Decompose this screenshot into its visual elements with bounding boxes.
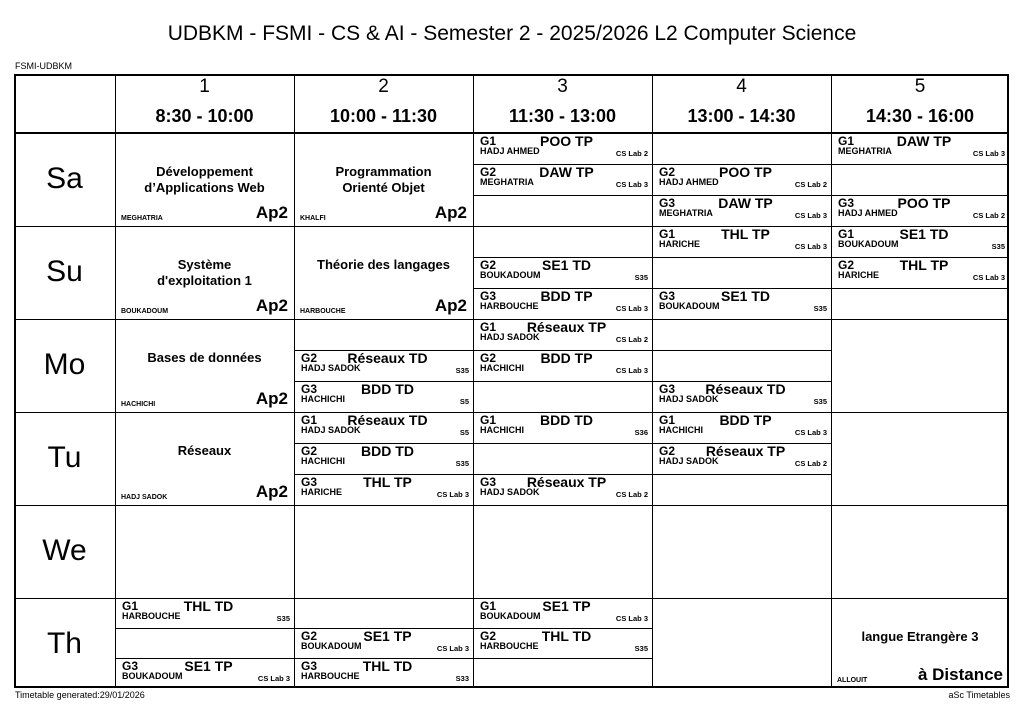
- session-room: S33: [455, 674, 469, 683]
- session-teacher: MEGHATRIA: [480, 177, 534, 187]
- period-time: 10:00 - 11:30: [329, 106, 438, 126]
- session-teacher: HARICHE: [301, 487, 343, 497]
- grid-line: [14, 505, 1009, 506]
- session-subject: Réseaux TP: [705, 443, 786, 459]
- day-label: Sa: [46, 162, 83, 195]
- session-block: [294, 628, 473, 658]
- session-teacher: HADJ SADOK: [659, 394, 719, 404]
- session-room: S35: [634, 273, 648, 282]
- lecture-teacher: MEGHATRIA: [121, 215, 163, 222]
- session-room: CS Lab 3: [615, 366, 648, 375]
- session-teacher: HARBOUCHE: [122, 611, 181, 621]
- session-group: G3: [301, 475, 318, 489]
- lecture-room: Ap2: [434, 296, 467, 315]
- lecture-room: Ap2: [434, 203, 467, 222]
- session-subject: BDD TP: [540, 288, 593, 304]
- session-group: G3: [301, 382, 318, 396]
- session-block: [652, 381, 831, 412]
- session-room: S36: [634, 428, 648, 437]
- session-teacher: HADJ SADOK: [301, 363, 361, 373]
- lecture-teacher: ALLOUIT: [837, 677, 868, 684]
- session-teacher: HACHICHI: [301, 394, 345, 404]
- session-room: CS Lab 3: [972, 273, 1005, 282]
- session-room: CS Lab 3: [615, 180, 648, 189]
- session-subject: THL TP: [899, 257, 949, 273]
- period-time: 14:30 - 16:00: [865, 106, 975, 126]
- session-group: G1: [122, 599, 139, 613]
- session-block: [473, 164, 652, 195]
- period-number: 3: [557, 76, 568, 97]
- session-teacher: HACHICHI: [480, 425, 524, 435]
- session-teacher: HADJ SADOK: [480, 487, 540, 497]
- session-teacher: HACHICHI: [659, 425, 703, 435]
- session-group: G1: [480, 134, 497, 148]
- session-subject: SE1 TD: [899, 226, 949, 242]
- session-teacher: BOUKADOUM: [301, 641, 362, 651]
- generated-date: Timetable generated:29/01/2026: [15, 690, 145, 700]
- session-group: G2: [301, 444, 318, 458]
- session-group: G3: [659, 196, 676, 210]
- grid-line: [653, 257, 831, 258]
- session-room: CS Lab 3: [794, 242, 827, 251]
- lecture-block: [115, 133, 294, 226]
- session-group: G2: [659, 165, 676, 179]
- lecture-subject: langue Etrangère 3: [861, 629, 979, 644]
- session-subject: Réseaux TP: [526, 474, 607, 490]
- lecture-block: [294, 226, 473, 319]
- period-number: 5: [914, 76, 926, 97]
- lecture-subject: Réseaux: [177, 443, 232, 458]
- session-room: S5: [459, 428, 469, 437]
- session-subject: BDD TP: [540, 350, 593, 366]
- session-teacher: BOUKADOUM: [659, 301, 720, 311]
- session-group: G3: [659, 289, 676, 303]
- lecture-block: [115, 412, 294, 505]
- session-subject: POO TP: [719, 164, 772, 180]
- session-block: [473, 319, 652, 350]
- page-title: UDBKM - FSMI - CS & AI - Semester 2 - 2025/2026 L2 Computer Science: [167, 22, 857, 45]
- session-room: CS Lab 3: [972, 149, 1005, 158]
- lecture-subject: Développement d’Applications Web: [144, 164, 265, 195]
- session-block: [652, 288, 831, 319]
- lecture-room: Ap2: [255, 482, 288, 501]
- lecture-teacher: HARBOUCHE: [300, 308, 346, 315]
- session-room: CS Lab 2: [615, 490, 648, 499]
- session-subject: Réseaux TP: [526, 319, 607, 335]
- session-subject: SE1 TP: [542, 598, 591, 614]
- session-subject: SE1 TP: [184, 658, 233, 674]
- session-block: [652, 164, 831, 195]
- session-block: [652, 443, 831, 474]
- session-teacher: BOUKADOUM: [838, 239, 899, 249]
- lecture-room: Ap2: [255, 203, 288, 222]
- session-block: [294, 350, 473, 381]
- session-block: [652, 226, 831, 257]
- session-block: [294, 381, 473, 412]
- session-block: [652, 412, 831, 443]
- session-block: [473, 133, 652, 164]
- session-block: [473, 598, 652, 628]
- session-teacher: HADJ AHMED: [838, 208, 898, 218]
- session-subject: SE1 TD: [541, 257, 591, 273]
- session-room: CS Lab 2: [615, 335, 648, 344]
- session-teacher: HACHICHI: [301, 456, 345, 466]
- session-group: G1: [659, 413, 676, 427]
- session-subject: BDD TD: [540, 412, 593, 428]
- grid-line: [832, 288, 1009, 289]
- session-group: G3: [480, 289, 497, 303]
- lecture-block: [831, 598, 1009, 688]
- day-label: Su: [46, 255, 83, 288]
- software-credit: aSc Timetables: [948, 690, 1010, 700]
- session-subject: POO TP: [540, 133, 593, 149]
- session-teacher: BOUKADOUM: [480, 270, 541, 280]
- session-block: [115, 658, 294, 688]
- session-group: G1: [301, 413, 318, 427]
- school-label: FSMI-UDBKM: [15, 61, 72, 71]
- grid-line: [474, 381, 652, 382]
- session-group: G2: [659, 444, 676, 458]
- session-subject: THL TD: [362, 658, 413, 674]
- session-group: G1: [838, 227, 855, 241]
- lecture-subject: Programmation Orienté Objet: [335, 164, 432, 195]
- lecture-teacher: HADJ SADOK: [121, 494, 168, 501]
- session-group: G1: [480, 599, 497, 613]
- grid-line: [1007, 74, 1009, 688]
- session-group: G1: [480, 320, 497, 334]
- session-block: [473, 288, 652, 319]
- session-subject: DAW TP: [539, 164, 594, 180]
- lecture-teacher: KHALFI: [300, 215, 326, 222]
- session-room: S35: [276, 614, 290, 623]
- day-label: Th: [46, 627, 82, 660]
- session-subject: BDD TP: [719, 412, 772, 428]
- session-room: S35: [634, 644, 648, 653]
- session-teacher: HARBOUCHE: [480, 301, 539, 311]
- session-room: S35: [991, 242, 1005, 251]
- lecture-subject: Théorie des langages: [317, 257, 450, 272]
- session-room: CS Lab 3: [615, 614, 648, 623]
- day-label: We: [42, 534, 87, 567]
- grid-line: [653, 350, 831, 351]
- grid-line: [474, 195, 652, 196]
- day-label: Mo: [43, 348, 86, 381]
- session-subject: THL TP: [721, 226, 770, 242]
- session-teacher: HADJ AHMED: [480, 146, 540, 156]
- session-room: CS Lab 2: [794, 180, 827, 189]
- lecture-room: Ap2: [255, 296, 288, 315]
- lecture-block: [115, 319, 294, 412]
- grid-line: [653, 474, 831, 475]
- period-number: 4: [736, 76, 747, 97]
- period-time: 13:00 - 14:30: [687, 106, 796, 126]
- session-block: [831, 133, 1009, 164]
- session-block: [831, 226, 1009, 257]
- session-room: CS Lab 3: [794, 211, 827, 220]
- session-group: G1: [838, 134, 855, 148]
- session-group: G2: [480, 165, 497, 179]
- session-room: CS Lab 3: [615, 304, 648, 313]
- session-group: G3: [301, 659, 318, 673]
- session-room: CS Lab 2: [794, 459, 827, 468]
- lecture-room: à Distance: [917, 665, 1003, 684]
- session-group: G2: [480, 629, 497, 643]
- session-teacher: HACHICHI: [480, 363, 524, 373]
- lecture-subject: Système d'exploitation 1: [157, 257, 252, 288]
- session-group: G3: [480, 475, 497, 489]
- session-subject: Réseaux TD: [705, 381, 786, 397]
- session-teacher: MEGHATRIA: [659, 208, 713, 218]
- session-room: S35: [455, 366, 469, 375]
- session-teacher: HARBOUCHE: [301, 671, 360, 681]
- lecture-subject: Bases de données: [147, 350, 262, 365]
- grid-line: [474, 443, 652, 444]
- session-room: S35: [455, 459, 469, 468]
- session-block: [473, 350, 652, 381]
- session-room: CS Lab 3: [436, 490, 469, 499]
- session-group: G1: [480, 413, 497, 427]
- session-teacher: HADJ SADOK: [480, 332, 540, 342]
- session-block: [831, 257, 1009, 288]
- session-block: [294, 474, 473, 505]
- session-block: [294, 412, 473, 443]
- session-teacher: HARICHE: [659, 239, 701, 249]
- session-teacher: HADJ SADOK: [659, 456, 719, 466]
- session-room: S5: [459, 397, 469, 406]
- session-block: [294, 443, 473, 474]
- session-group: G3: [659, 382, 676, 396]
- period-number: 1: [199, 76, 210, 97]
- day-label: Tu: [47, 441, 82, 474]
- session-subject: THL TD: [541, 628, 592, 644]
- session-subject: BDD TD: [361, 443, 414, 459]
- session-subject: BDD TD: [361, 381, 414, 397]
- session-subject: Réseaux TD: [347, 412, 428, 428]
- session-teacher: HARBOUCHE: [480, 641, 539, 651]
- session-group: G2: [301, 629, 318, 643]
- session-teacher: HARICHE: [838, 270, 880, 280]
- session-block: [473, 257, 652, 288]
- period-number: 2: [378, 76, 389, 97]
- session-room: S35: [813, 304, 827, 313]
- session-teacher: BOUKADOUM: [480, 611, 541, 621]
- session-block: [294, 658, 473, 688]
- session-room: CS Lab 3: [436, 644, 469, 653]
- session-block: [831, 195, 1009, 226]
- lecture-room: Ap2: [255, 389, 288, 408]
- session-subject: DAW TP: [896, 133, 952, 149]
- session-subject: POO TP: [897, 195, 951, 211]
- session-group: G2: [301, 351, 318, 365]
- period-time: 11:30 - 13:00: [508, 106, 617, 126]
- session-subject: SE1 TP: [363, 628, 412, 644]
- session-block: [115, 598, 294, 628]
- session-block: [473, 412, 652, 443]
- session-group: G3: [838, 196, 855, 210]
- lecture-block: [294, 133, 473, 226]
- session-group: G1: [659, 227, 676, 241]
- session-group: G2: [480, 351, 497, 365]
- grid-line: [832, 164, 1009, 165]
- session-teacher: HADJ AHMED: [659, 177, 719, 187]
- session-subject: THL TD: [183, 598, 234, 614]
- grid-line: [116, 628, 294, 629]
- session-room: CS Lab 3: [794, 428, 827, 437]
- session-group: G3: [122, 659, 139, 673]
- lecture-teacher: HACHICHI: [121, 401, 156, 408]
- session-group: G2: [480, 258, 497, 272]
- session-room: S35: [813, 397, 827, 406]
- session-group: G2: [838, 258, 855, 272]
- session-block: [473, 474, 652, 505]
- session-room: CS Lab 2: [972, 211, 1005, 220]
- session-subject: SE1 TD: [720, 288, 770, 304]
- session-room: CS Lab 2: [615, 149, 648, 158]
- grid-line: [831, 74, 832, 688]
- session-teacher: MEGHATRIA: [838, 146, 892, 156]
- session-subject: Réseaux TD: [347, 350, 428, 366]
- grid-line: [474, 658, 652, 659]
- lecture-teacher: BOUKADOUM: [121, 308, 169, 315]
- session-subject: THL TP: [363, 474, 412, 490]
- session-block: [652, 195, 831, 226]
- period-time: 8:30 - 10:00: [155, 106, 254, 126]
- session-room: CS Lab 3: [257, 674, 290, 683]
- session-subject: DAW TP: [718, 195, 773, 211]
- session-teacher: BOUKADOUM: [122, 671, 183, 681]
- session-teacher: HADJ SADOK: [301, 425, 361, 435]
- session-block: [473, 628, 652, 658]
- lecture-block: [115, 226, 294, 319]
